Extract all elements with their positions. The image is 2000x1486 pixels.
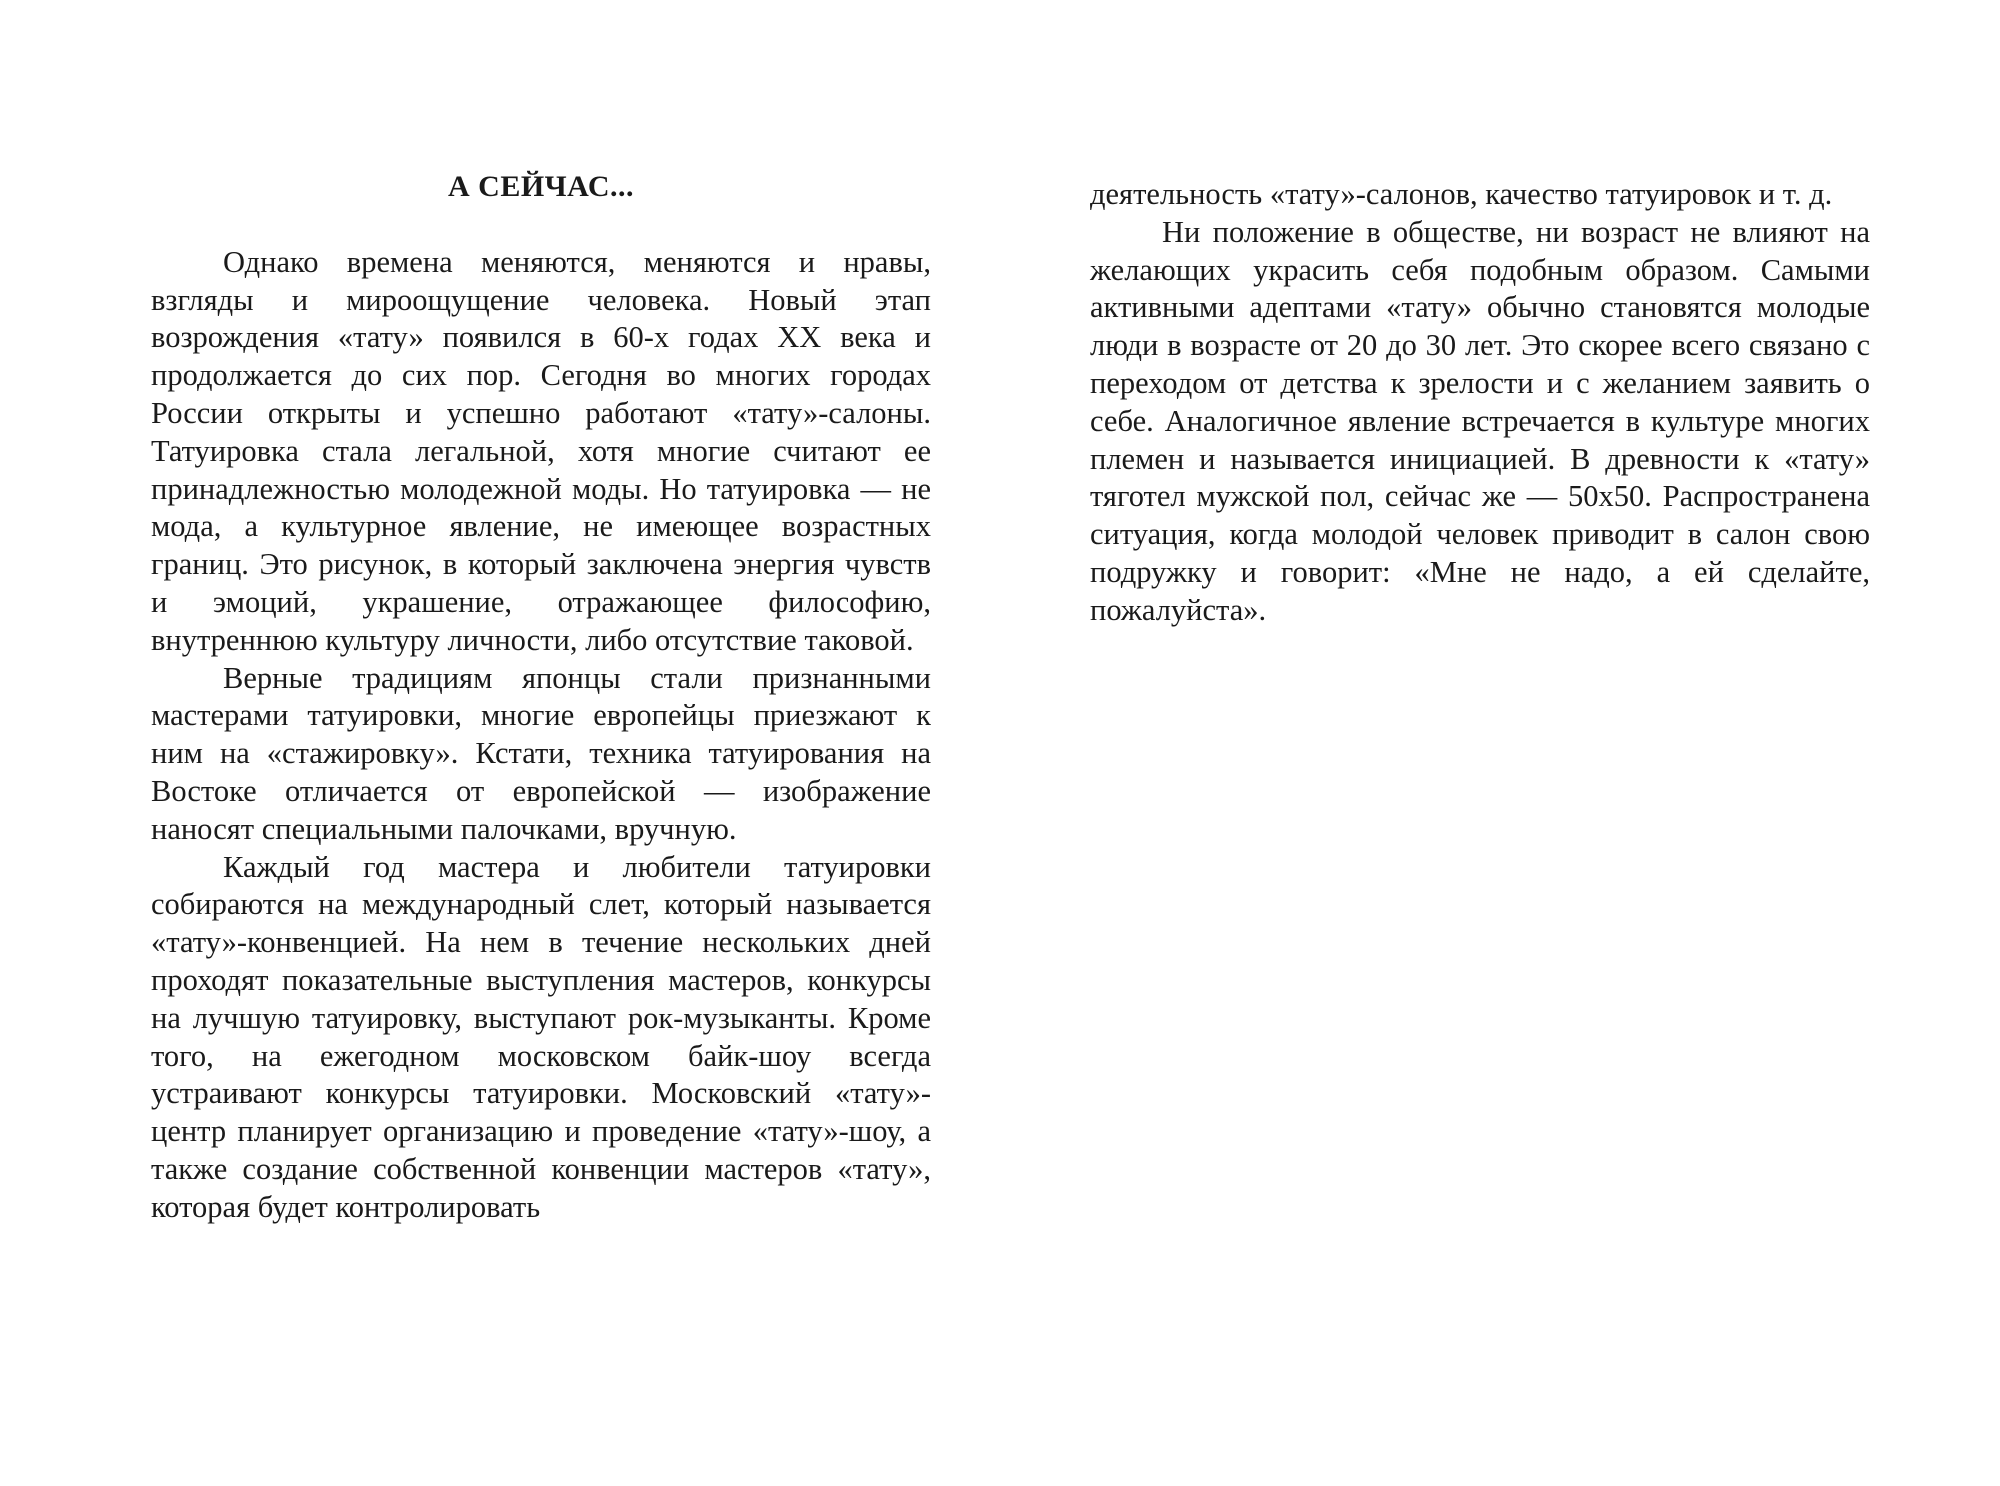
paragraph-continuation: деятельность «тату»-салонов, качество татуировок и т. д. [1090, 177, 1833, 211]
right-page [1090, 176, 1870, 630]
paragraph: Каждый год мастера и любители татуировки собираются на международный слет, который называется «тату»-конвенцией. На нем в течение нескольких дней проходят показательные выступления мастеров, конкурсы на лучшую татуировку, выступают рок-музыканты. Кроме того, на ежегодном московском байк-шоу всегда устраивают конкурсы татуировки. Московский «тату»-центр планирует организацию и проведение «тату»-шоу, а также создание собственной конвенции мастеров «тату», которая будет контролировать [151, 849, 931, 1224]
left-page [151, 168, 931, 1227]
paragraph: Ни положение в обществе, ни возраст не влияют на желающих украсить себя подобным образом. Самыми активными адептами «тату» обычно становятся молодые люди в возрасте от 20 до 30 лет. Это скорее всего связано с переходом от детства к зрелости и с желанием заявить о себе. Аналогичное явление встречается в культуре многих племен и называется инициацией. В древности к «тату» тяготел мужской пол, сейчас же — 50x50. Распространена ситуация, когда молодой человек приводит в салон свою подружку и говорит: «Мне не надо, а ей сделайте, пожалуйста». [1090, 214, 1870, 627]
paragraph: Верные традициям японцы стали признанными мастерами татуировки, многие европейцы приезжают к ним на «стажировку». Кстати, техника татуирования на Востоке отличается от европейской — изображение наносят специальными палочками, вручную. [151, 660, 931, 846]
paragraph: Однако времена меняются, меняются и нравы, взгляды и мироощущение человека. Новый этап возрождения «тату» появился в 60-х годах XX века и продолжается до сих пор. Сегодня во многих городах России открыты и успешно работают «тату»-салоны. Татуировка стала легальной, хотя многие считают ее принадлежностью молодежной моды. Но татуировка — не мода, а культурное явление, не имеющее возрастных границ. Это рисунок, в который заключена энергия чувств и эмоций, украшение, отражающее философию, внутреннюю культуру личности, либо отсутствие таковой. [151, 244, 931, 657]
page-heading: А СЕЙЧАС... [447, 170, 635, 203]
